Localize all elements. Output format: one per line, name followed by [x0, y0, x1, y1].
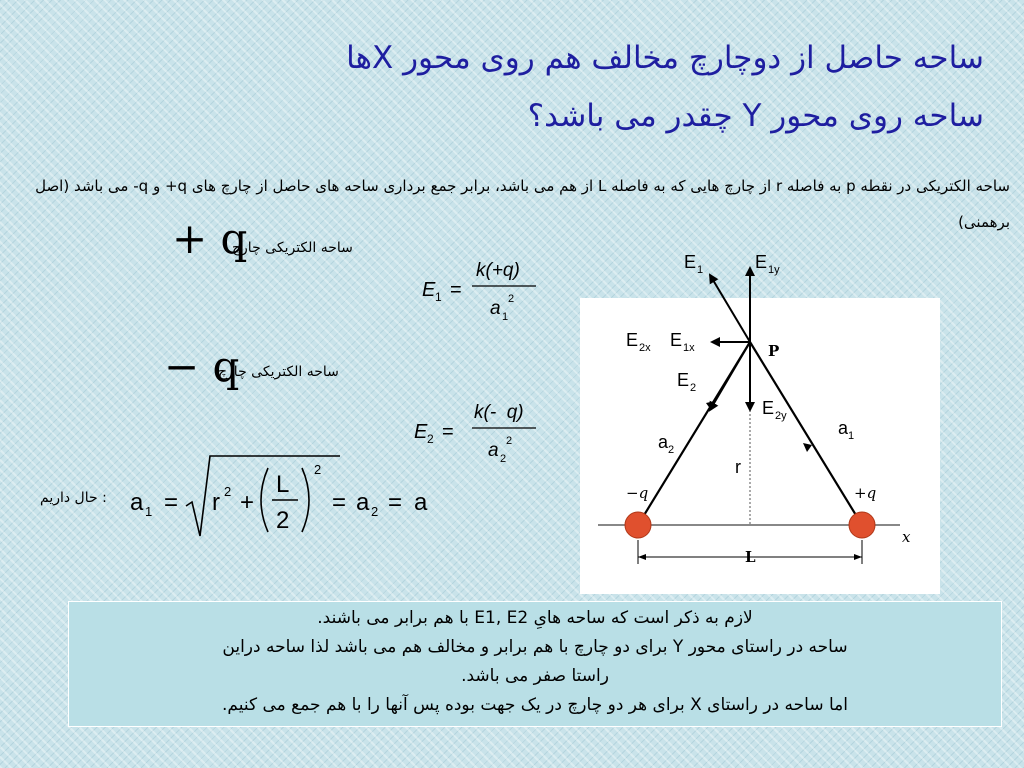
conclusion-panel	[68, 601, 1002, 727]
label-E2x-sub: 2x	[639, 342, 651, 354]
a-eq-a2: a	[356, 489, 370, 516]
e1-den-sub: 1	[502, 311, 509, 323]
left-paren	[261, 468, 268, 532]
label-E2y-sub: 2y	[775, 410, 787, 422]
field-plus-q-label: ساحه الکتریکی چارچ	[232, 240, 353, 256]
label-E1y-sub: 1y	[768, 264, 780, 276]
label-a1-sub: 1	[848, 430, 855, 442]
label-E1x-sub: 1x	[683, 342, 695, 354]
label-point-P: P	[768, 342, 780, 360]
title-line-2: ساحه روی محور Y چقدر می باشد؟	[527, 98, 984, 134]
a-eq-r: r	[212, 489, 220, 516]
panel-line-3: راستا صفر می باشد.	[461, 666, 609, 686]
label-a1: a	[838, 418, 849, 438]
a-eq-a2-sub: 2	[371, 504, 379, 519]
minus-q-symbol: − q	[164, 342, 240, 391]
vector-E1	[710, 275, 750, 342]
label-E2y: E	[762, 398, 775, 418]
a-eq-a1-sub: 1	[145, 504, 153, 519]
label-a2: a	[658, 432, 669, 452]
e2-equals: =	[442, 421, 454, 443]
a-eq-equals-1: =	[164, 489, 179, 516]
a-eq-equals-3: =	[388, 489, 403, 516]
e1-lhs-sub: 1	[435, 290, 442, 304]
a-eq-frac-num: L	[276, 471, 290, 498]
field-minus-q-label: ساحه الکتریکی چارچ	[218, 364, 339, 380]
x-axis-label: x	[902, 528, 911, 546]
title-line-1: ساحه حاصل از دوچارچ مخالف هم روی محور Xها	[346, 40, 984, 76]
a-eq-plus: +	[240, 489, 255, 516]
e2-lhs: E	[414, 421, 428, 443]
right-paren	[302, 468, 309, 532]
label-E1y: E	[755, 252, 768, 272]
side-a1-arrow	[803, 443, 812, 452]
label-r: r	[735, 457, 741, 477]
e1-lhs: E	[422, 279, 436, 301]
e2-numerator: k(- q)	[474, 402, 524, 423]
label-E1: E	[684, 252, 697, 272]
panel-line-4: اما ساحه در راستای X برای هر دو چارچ در یک جهت بوده پس آنها را با هم جمع می کنیم.	[222, 695, 848, 715]
e2-den-sup: 2	[506, 435, 513, 447]
charge-minus-q	[625, 512, 651, 538]
a-eq-a1: a	[130, 489, 144, 516]
e2-lhs-sub: 2	[427, 432, 434, 446]
label-minus-q: −q	[626, 484, 649, 502]
label-L: L	[745, 548, 756, 566]
e1-numerator: k(+q)	[476, 260, 520, 281]
dimension-L-arrow-left	[638, 554, 646, 560]
e1-equals: =	[450, 279, 462, 301]
panel-line-1: لازم به ذکر است که ساحه هایِ E1, E2 با هم برابر می باشند.	[317, 608, 753, 628]
label-a2-sub: 2	[668, 444, 675, 456]
label-E2x: E	[626, 330, 639, 350]
label-E1-sub: 1	[697, 264, 704, 276]
label-E1x: E	[670, 330, 683, 350]
e2-den-sub: 2	[500, 453, 507, 465]
a-eq-equals-2: =	[332, 489, 347, 516]
field-diagram	[580, 240, 950, 600]
plus-q-symbol: + q	[172, 214, 248, 263]
a-eq-a-final: a	[414, 489, 428, 516]
charge-plus-q	[849, 512, 875, 538]
explanation-text: ساحه الکتریکی در نقطه p به فاصله r از چارچ هایی که به فاصله L از هم می باشد، برابر جمع برداری ساحه های حاصل از چارچ های ‎+q‎ و ‎-q‎ می باشد (اصل برهمنی)	[35, 177, 1010, 231]
vector-E2	[710, 342, 750, 410]
panel-line-2: ساحه در راستای محور Y برای دو چارچ با هم برابر و مخالف هم می باشد لذا ساحه دراین	[222, 637, 848, 657]
a-eq-outer-sup: 2	[314, 462, 322, 477]
equation-e1	[412, 252, 562, 332]
label-E2-sub: 2	[690, 382, 697, 394]
a-eq-frac-den: 2	[276, 507, 290, 534]
equation-a	[128, 452, 448, 544]
label-E2: E	[677, 370, 690, 390]
e2-denominator: a	[488, 440, 499, 461]
we-have-label: : حال داریم	[40, 490, 107, 506]
e1-den-sup: 2	[508, 293, 515, 305]
e1-denominator: a	[490, 298, 501, 319]
a-eq-r-sup: 2	[224, 484, 232, 499]
dimension-L-arrow-right	[854, 554, 862, 560]
label-plus-q: +q	[854, 484, 877, 502]
